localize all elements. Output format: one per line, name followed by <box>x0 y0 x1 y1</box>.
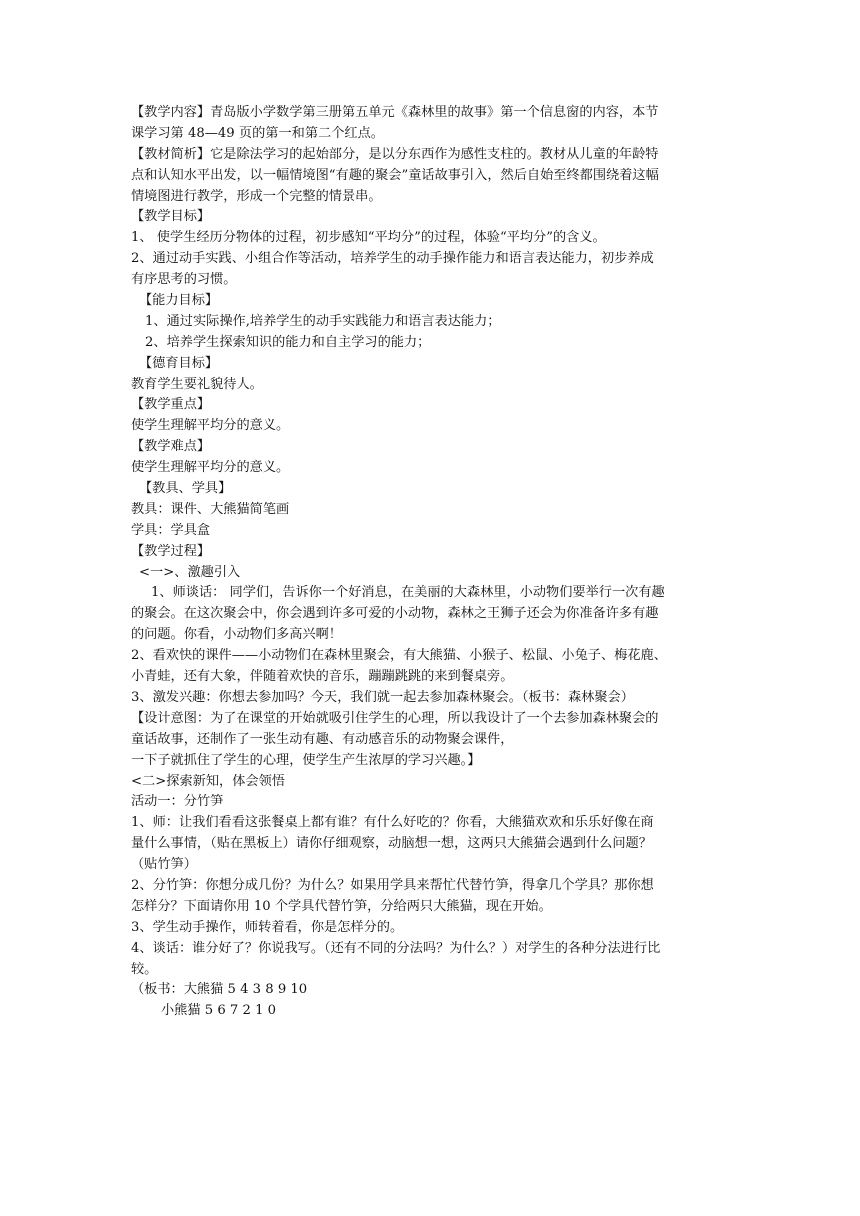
text-line: 较。 <box>131 961 158 977</box>
section-heading: 【教具、学具】 <box>139 481 232 497</box>
text-line: 教育学生要礼貌待人。 <box>131 376 263 392</box>
section-heading: 【德育目标】 <box>139 355 219 371</box>
text-line: 量什么事情，（贴在黑板上）请你仔细观察，动脑想一想，这两只大熊猫会遇到什么问题？ <box>131 836 652 852</box>
text-line: 使学生理解平均分的意义。 <box>131 460 290 476</box>
text-line: 的问题。你看，小动物们多高兴啊！ <box>131 627 342 643</box>
text-line: 3、激发兴趣：你想去参加吗？今天，我们就一起去参加森林聚会。（板书：森林聚会） <box>131 689 634 705</box>
activity-heading: 活动一：分竹笋 <box>131 794 224 810</box>
text-line: 教具：课件、大熊猫简笔画 <box>131 501 290 517</box>
text-line: 怎样分？下面请你用 10 个学具代替竹笋，分给两只大熊猫，现在开始。 <box>131 898 552 914</box>
text-line: 有序思考的习惯。 <box>131 272 237 288</box>
text-line: 1、通过实际操作,培养学生的动手实践能力和语言表达能力； <box>145 313 501 329</box>
text-line: 2、培养学生探索知识的能力和自主学习的能力； <box>145 334 431 350</box>
text-line: 点和认知水平出发，以一幅情境图“有趣的聚会”童话故事引入，然后自始至终都围绕着这幅 <box>131 167 659 183</box>
design-note: 一下子就抓住了学生的心理，使学生产生浓厚的学习兴趣。】 <box>131 752 481 768</box>
text-line: 学具：学具盒 <box>131 522 211 538</box>
text-line: 4、谈话：谁分好了？你说我写。（还有不同的分法吗？为什么？）对学生的各种分法进行比 <box>131 940 661 956</box>
section-heading: 【教学重点】 <box>131 397 211 413</box>
text-line: 【教学内容】青岛版小学数学第三册第五单元《森林里的故事》第一个信息窗的内容，本节 <box>131 105 659 120</box>
text-line: 的聚会。在这次聚会中，你会遇到许多可爱的小动物，森林之王狮子还会为你准备许多有趣 <box>131 606 659 622</box>
text-line: 1、 使学生经历分物体的过程，初步感知“平均分”的过程，体验“平均分”的含义。 <box>131 230 606 246</box>
design-note: 童话故事，还制作了一张生动有趣、有动感音乐的动物聚会课件， <box>131 731 514 747</box>
section-heading: 【能力目标】 <box>139 293 219 309</box>
text-line: 情境图进行教学，形成一个完整的情景串。 <box>131 188 382 204</box>
text-line: 2、分竹笋：你想分成几份？为什么？如果用学具来帮忙代替竹笋，得拿几个学具？那你想 <box>131 877 654 893</box>
text-line: 2、通过动手实践、小组合作等活动，培养学生的动手操作能力和语言表达能力，初步养成 <box>131 251 654 267</box>
subsection-heading: <二>探索新知，体会领悟 <box>131 773 285 789</box>
subsection-heading: <一>、激趣引入 <box>139 564 241 580</box>
text-line: 课学习第 48—49 页的第一和第二个红点。 <box>131 125 384 141</box>
text-line: 【教材简析】它是除法学习的起始部分，是以分东西作为感性支柱的。教材从儿童的年龄特 <box>131 146 659 162</box>
text-line: 1、师：让我们看看这张餐桌上都有谁？有什么好吃的？你看，大熊猫欢欢和乐乐好像在商 <box>131 815 654 831</box>
board-note: 小熊猫 5 6 7 2 1 0 <box>161 1003 277 1019</box>
text-line: 使学生理解平均分的意义。 <box>131 418 290 434</box>
text-line: 3、学生动手操作，师转着看，你是怎样分的。 <box>131 919 404 935</box>
section-heading: 【教学过程】 <box>131 543 211 559</box>
text-line: 1、师谈话： 同学们，告诉你一个好消息，在美丽的大森林里，小动物们要举行一次有趣 <box>151 585 665 601</box>
section-heading: 【教学难点】 <box>131 439 211 455</box>
design-note: 【设计意图：为了在课堂的开始就吸引住学生的心理，所以我设计了一个去参加森林聚会的 <box>131 710 659 726</box>
board-note: （板书：大熊猫 5 4 3 8 9 10 <box>131 982 308 998</box>
section-heading: 【教学目标】 <box>131 209 211 225</box>
text-line: （贴竹笋） <box>131 857 197 873</box>
document-body <box>131 103 731 1022</box>
text-line: 小青蛙，还有大象，伴随着欢快的音乐，蹦蹦跳跳的来到餐桌旁。 <box>131 669 514 685</box>
text-line: 2、看欢快的课件——小动物们在森林里聚会，有大熊猫、小猴子、松鼠、小兔子、梅花鹿、 <box>131 648 667 664</box>
